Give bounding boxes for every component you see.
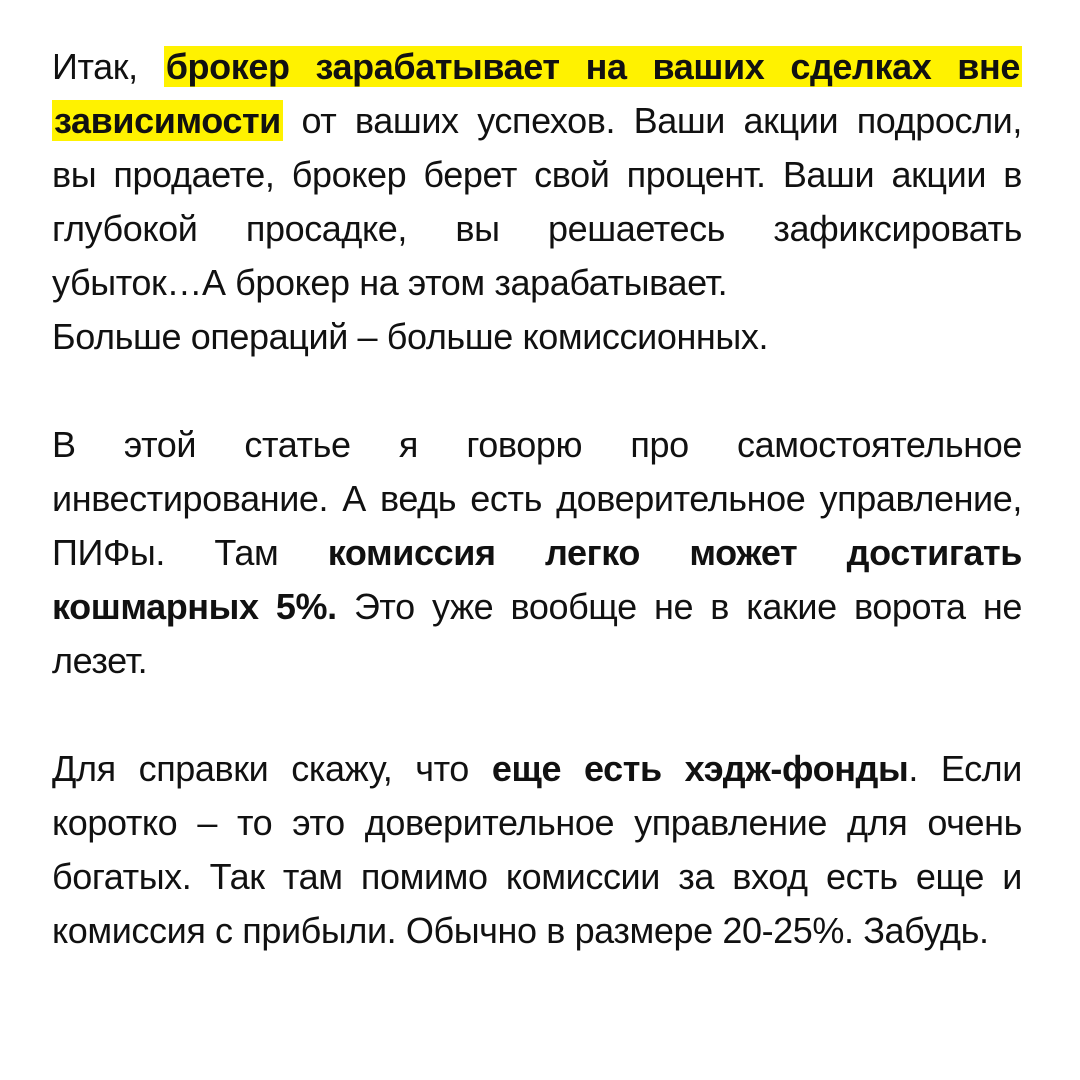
paragraph-broker-earnings (52, 40, 1022, 310)
text-span: В этой статье я говорю про самостоятельное инвестирование. А ведь есть доверительное управление, ПИФы. Там (52, 424, 1022, 573)
paragraph-trust-management (52, 418, 1022, 688)
text-span: . Если коротко – то это доверительное управление для очень богатых. Так там помимо комиссии за вход есть еще и комиссия с прибыли. Обычно в размере 20-25%. Забудь. (52, 748, 1023, 951)
paragraph-spacer (52, 364, 1022, 418)
paragraph-hedge-funds (52, 742, 1022, 958)
bold-phrase: комиссия легко может достигать кошмарных 5%. (52, 532, 1022, 627)
text-span: Это уже вообще не в какие ворота не лезет. (52, 586, 1022, 681)
text-span: Больше операций – больше комиссионных. (52, 316, 769, 357)
paragraph-spacer (52, 688, 1022, 742)
paragraph-more-operations (52, 310, 1022, 364)
text-span: от ваших успехов. Ваши акции подросли, вы продаете, брокер берет свой процент. Ваши акции в глубокой просадке, вы решаетесь зафиксировать убыток…А брокер на этом зарабатывает. (52, 100, 1022, 303)
text-span: Для справки скажу, что (52, 748, 492, 789)
article-text (52, 40, 1022, 958)
bold-phrase: еще есть хэдж-фонды (491, 748, 909, 789)
highlighted-phrase: брокер зарабатывает на ваших сделках вне зависимости (54, 46, 1020, 141)
text-span: Итак, (52, 46, 164, 87)
